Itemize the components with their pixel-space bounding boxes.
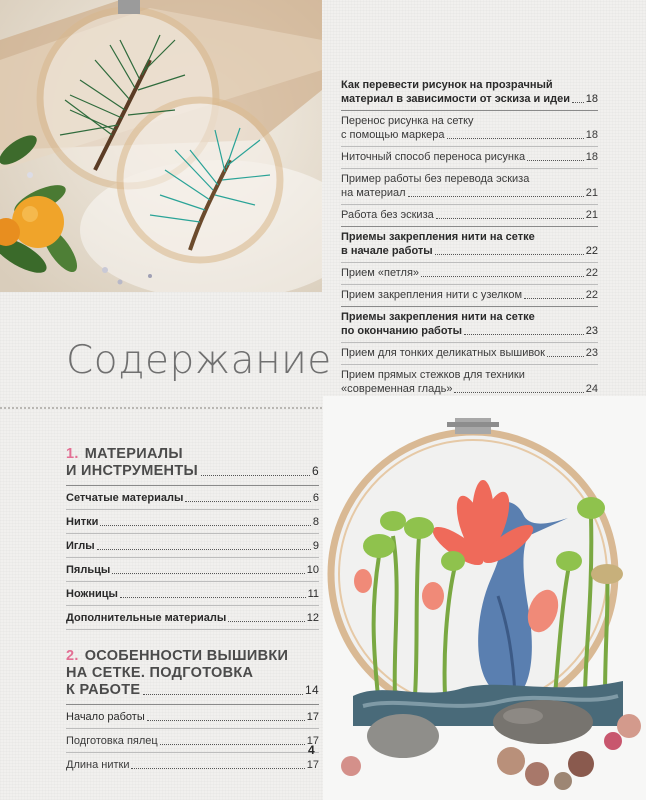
dot-leader bbox=[201, 475, 310, 476]
toc-entry[interactable]: Иглы 9 bbox=[66, 534, 319, 558]
toc-entry[interactable]: Пример работы без перевода эскиза на материал 21 bbox=[341, 169, 598, 205]
dot-leader bbox=[408, 196, 584, 197]
toc-entry[interactable]: Нитки 8 bbox=[66, 510, 319, 534]
toc-entry[interactable]: Приемы закрепления нити на сетке по окончанию работы 23 bbox=[341, 307, 598, 343]
toc-entry[interactable]: Перенос рисунка на сетку с помощью маркера 18 bbox=[341, 111, 598, 147]
dot-leader bbox=[228, 621, 305, 622]
toc-entry[interactable]: Ножницы 11 bbox=[66, 582, 319, 606]
chapter-1-heading[interactable]: 1. МАТЕРИАЛЫ И ИНСТРУМЕНТЫ 6 bbox=[66, 446, 319, 479]
heron-embroidery-photo bbox=[323, 396, 646, 800]
toc-entry[interactable]: Прием закрепления нити с узелком 22 bbox=[341, 285, 598, 307]
chapter-number: 1. bbox=[66, 446, 79, 462]
dot-leader bbox=[464, 334, 584, 335]
dot-leader bbox=[100, 525, 311, 526]
dot-leader bbox=[547, 356, 584, 357]
dot-leader bbox=[524, 298, 584, 299]
dot-leader bbox=[447, 138, 584, 139]
dot-leader bbox=[454, 392, 583, 393]
toc-entry[interactable]: Дополнительные материалы 12 bbox=[66, 606, 319, 630]
pine-embroidery-photo bbox=[0, 0, 322, 292]
dotted-divider bbox=[0, 407, 322, 409]
toc-entry[interactable]: Приемы закрепления нити на сетке в начале работы 22 bbox=[341, 227, 598, 263]
dot-leader bbox=[97, 549, 311, 550]
dot-leader bbox=[436, 218, 584, 219]
toc-entry[interactable]: Прием для тонких деликатных вышивок 23 bbox=[341, 343, 598, 365]
toc-entry[interactable]: Работа без эскиза 21 bbox=[341, 205, 598, 227]
toc-main bbox=[66, 446, 319, 776]
toc-entry[interactable]: Подготовка пялец 17 bbox=[66, 729, 319, 753]
toc-entry[interactable]: Прием прямых стежков для техники «современная гладь» 24 bbox=[341, 369, 598, 395]
dot-leader bbox=[435, 254, 584, 255]
toc-entry[interactable]: Ниточный способ переноса рисунка 18 bbox=[341, 147, 598, 169]
dot-leader bbox=[421, 276, 584, 277]
dot-leader bbox=[131, 768, 304, 769]
page-number: 4 bbox=[308, 743, 315, 757]
toc-entry[interactable]: Длина нитки 17 bbox=[66, 759, 319, 771]
dot-leader bbox=[527, 160, 584, 161]
toc-continued bbox=[341, 75, 598, 400]
dot-leader bbox=[160, 744, 305, 745]
dot-leader bbox=[143, 694, 303, 695]
dot-leader bbox=[147, 720, 305, 721]
page-title: Содержание bbox=[66, 338, 332, 383]
toc-entry[interactable]: Прием «петля» 22 bbox=[341, 263, 598, 285]
toc-entry[interactable]: Сетчатые материалы 6 bbox=[66, 486, 319, 510]
dot-leader bbox=[572, 102, 584, 103]
chapter-2-heading[interactable]: 2. ОСОБЕННОСТИ ВЫШИВКИ НА СЕТКЕ. ПОДГОТОВКА К РАБОТЕ 14 bbox=[66, 648, 319, 698]
dot-leader bbox=[185, 501, 311, 502]
toc-entry[interactable]: Как перевести рисунок на прозрачный материал в зависимости от эскиза и идеи 18 bbox=[341, 75, 598, 111]
dot-leader bbox=[112, 573, 305, 574]
toc-entry[interactable]: Начало работы 17 bbox=[66, 705, 319, 729]
chapter-number: 2. bbox=[66, 648, 79, 664]
toc-entry[interactable]: Пяльцы 10 bbox=[66, 558, 319, 582]
dot-leader bbox=[120, 597, 306, 598]
